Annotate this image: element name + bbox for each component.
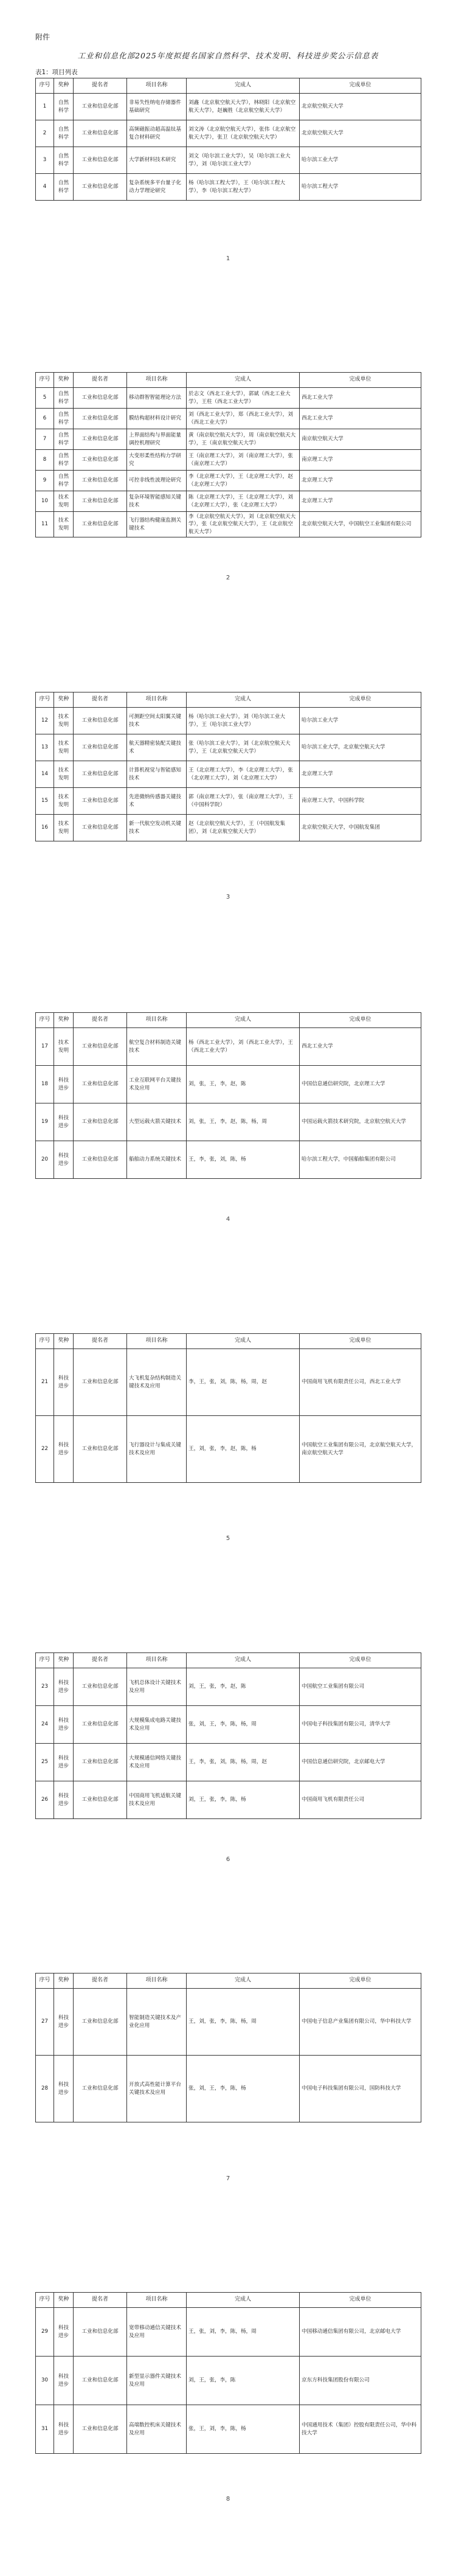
cell-seq: 12 (36, 708, 54, 734)
cell-persons: 李（北京理工大学），王（北京理工大学），赵（北京理工大学） (187, 471, 300, 491)
col-header-project: 项目名称 (127, 1013, 187, 1028)
table-row (36, 491, 421, 512)
table-row (36, 1349, 421, 1416)
page-number: 6 (226, 1856, 230, 1863)
col-header-project: 项目名称 (127, 373, 187, 388)
cell-units: 西北工业大学 (300, 409, 421, 429)
cell-nominator: 工业和信息化部 (74, 2405, 127, 2454)
project-table-page-6 (35, 1652, 421, 1819)
cell-units: 北京理工大学 (300, 471, 421, 491)
cell-award: 技术发明 (54, 491, 74, 512)
table-row (36, 2056, 421, 2122)
cell-nominator: 工业和信息化部 (74, 147, 127, 174)
project-table-page-7 (35, 1973, 421, 2122)
table-header-row (36, 1013, 421, 1028)
cell-award: 技术发明 (54, 815, 74, 841)
cell-seq: 18 (36, 1066, 54, 1103)
table-row (36, 2357, 421, 2405)
col-header-award: 奖种 (54, 1334, 74, 1349)
col-header-nominator: 提名者 (74, 1334, 127, 1349)
cell-award: 自然科学 (54, 120, 74, 147)
document-header (35, 32, 421, 77)
table-row (36, 1028, 421, 1066)
cell-nominator: 工业和信息化部 (74, 2308, 127, 2357)
col-header-award: 奖种 (54, 692, 74, 708)
cell-project: 大规模集成电路关键技术及应用 (127, 1706, 187, 1744)
cell-persons: 郭（南京理工大学），张（南京理工大学），王（中国科学院） (187, 788, 300, 815)
cell-project: 船舶动力系统关键技术 (127, 1141, 187, 1179)
cell-seq: 8 (36, 450, 54, 471)
cell-units: 中国信息通信研究院，北京邮电大学 (300, 1744, 421, 1781)
cell-nominator: 工业和信息化部 (74, 174, 127, 201)
table-row (36, 1744, 421, 1781)
table-row (36, 1781, 421, 1819)
cell-persons: 刘，王，张，李，赵，陈 (187, 1668, 300, 1706)
cell-project: 开放式高性能计算平台关键技术及应用 (127, 2056, 187, 2122)
cell-seq: 1 (36, 94, 54, 120)
cell-units: 中国通用技术（集团）控股有限责任公司，华中科技大学 (300, 2405, 421, 2454)
table-row (36, 761, 421, 788)
cell-award: 科技进步 (54, 2357, 74, 2405)
cell-award: 科技进步 (54, 1416, 74, 1483)
cell-nominator: 工业和信息化部 (74, 429, 127, 450)
cell-project: 复杂系统多平台量子化动力学理论研究 (127, 174, 187, 201)
table-row (36, 1141, 421, 1179)
project-table-page-4 (35, 1012, 421, 1179)
cell-nominator: 工业和信息化部 (74, 1349, 127, 1416)
cell-units: 中国信息通信研究院，北京理工大学 (300, 1066, 421, 1103)
table-row (36, 147, 421, 174)
col-header-award: 奖种 (54, 2293, 74, 2308)
table-row (36, 1668, 421, 1706)
cell-persons: 王，张，刘，李，陈，杨，周 (187, 2308, 300, 2357)
page-number: 7 (226, 2175, 230, 2182)
cell-seq: 19 (36, 1103, 54, 1141)
cell-units: 中国移动通信集团有限公司，北京邮电大学 (300, 2308, 421, 2357)
cell-seq: 17 (36, 1028, 54, 1066)
cell-units: 中国商用飞机有限责任公司 (300, 1781, 421, 1819)
col-header-seq: 序号 (36, 1334, 54, 1349)
col-header-persons: 完成人 (187, 1653, 300, 1668)
page-number: 1 (226, 255, 230, 262)
cell-project: 航天器精密装配关键技术 (127, 734, 187, 761)
cell-persons: 刘，张，王，李，赵，陈，杨，周 (187, 1103, 300, 1141)
col-header-project: 项目名称 (127, 1653, 187, 1668)
cell-persons: 王（南京理工大学），刘（南京理工大学），张（南京理工大学） (187, 450, 300, 471)
project-table-page-2 (35, 372, 421, 537)
cell-award: 科技进步 (54, 1103, 74, 1141)
cell-units: 西北工业大学 (300, 388, 421, 409)
cell-persons: 刘文涛（北京航空航天大学），张伟（北京航空航天大学），张卫（北京航空航天大学） (187, 120, 300, 147)
cell-units: 北京航空航天大学，中国航空工业集团有限公司 (300, 512, 421, 537)
cell-project: 大变形柔性结构力学研究 (127, 450, 187, 471)
cell-award: 自然科学 (54, 429, 74, 450)
col-header-award: 奖种 (54, 373, 74, 388)
col-header-seq: 序号 (36, 692, 54, 708)
table-header-row (36, 1334, 421, 1349)
table-row (36, 1989, 421, 2056)
cell-persons: 王（北京理工大学），李（北京理工大学），张（北京理工大学），刘（北京理工大学） (187, 761, 300, 788)
col-header-persons: 完成人 (187, 2293, 300, 2308)
cell-award: 科技进步 (54, 1989, 74, 2056)
cell-seq: 29 (36, 2308, 54, 2357)
table-row (36, 450, 421, 471)
cell-persons: 黄（南京航空航天大学），周（南京航空航天大学），王（南京航空航天大学） (187, 429, 300, 450)
cell-nominator: 工业和信息化部 (74, 2357, 127, 2405)
cell-persons: 杨（哈尔滨工业大学），刘（哈尔滨工业大学），王（哈尔滨工业大学） (187, 708, 300, 734)
cell-seq: 2 (36, 120, 54, 147)
cell-persons: 杨（西北工业大学），刘（西北工业大学），王（西北工业大学） (187, 1028, 300, 1066)
cell-nominator: 工业和信息化部 (74, 2056, 127, 2122)
cell-units: 北京理工大学 (300, 761, 421, 788)
cell-project: 复杂环境智能感知关键技术 (127, 491, 187, 512)
col-header-nominator: 提名者 (74, 1653, 127, 1668)
cell-seq: 6 (36, 409, 54, 429)
cell-seq: 9 (36, 471, 54, 491)
cell-nominator: 工业和信息化部 (74, 1989, 127, 2056)
cell-nominator: 工业和信息化部 (74, 450, 127, 471)
table-header-row (36, 373, 421, 388)
cell-project: 可测距空间太阳翼关键技术 (127, 708, 187, 734)
col-header-units: 完成单位 (300, 1653, 421, 1668)
project-table-page-5 (35, 1333, 421, 1483)
table-row (36, 1066, 421, 1103)
cell-persons: 王，李，张，刘，陈，杨 (187, 1141, 300, 1179)
table-header-row (36, 78, 421, 94)
col-header-persons: 完成人 (187, 1013, 300, 1028)
cell-persons: 王，刘，张，李，赵，陈，杨 (187, 1416, 300, 1483)
cell-seq: 20 (36, 1141, 54, 1179)
table-row (36, 174, 421, 201)
table-header-row (36, 1973, 421, 1989)
col-header-persons: 完成人 (187, 1973, 300, 1989)
cell-project: 计算机视觉与智能感知技术 (127, 761, 187, 788)
cell-seq: 28 (36, 2056, 54, 2122)
cell-award: 技术发明 (54, 708, 74, 734)
col-header-nominator: 提名者 (74, 1013, 127, 1028)
cell-persons: 於志文（西北工业大学），郭斌（西北工业大学），王柱（西北工业大学） (187, 388, 300, 409)
cell-units: 中国电子科技集团有限公司，清华大学 (300, 1706, 421, 1744)
cell-award: 自然科学 (54, 147, 74, 174)
cell-seq: 10 (36, 491, 54, 512)
cell-units: 中国电子科技集团有限公司，国防科技大学 (300, 2056, 421, 2122)
cell-units: 南京理工大学，中国科学院 (300, 788, 421, 815)
cell-award: 自然科学 (54, 471, 74, 491)
cell-nominator: 工业和信息化部 (74, 761, 127, 788)
col-header-project: 项目名称 (127, 1334, 187, 1349)
cell-persons: 李，王，张，刘，陈，杨，周，赵 (187, 1349, 300, 1416)
col-header-nominator: 提名者 (74, 692, 127, 708)
project-table-page-3 (35, 692, 421, 841)
table-row (36, 471, 421, 491)
cell-units: 中国运载火箭技术研究院，北京航空航天大学 (300, 1103, 421, 1141)
cell-award: 科技进步 (54, 1744, 74, 1781)
cell-project: 宽带移动通信关键技术及应用 (127, 2308, 187, 2357)
table-row (36, 2405, 421, 2454)
col-header-units: 完成单位 (300, 2293, 421, 2308)
cell-persons: 刘，王，张，李，陈，杨 (187, 1781, 300, 1819)
cell-persons: 刘，张，王，李，赵，陈 (187, 1066, 300, 1103)
cell-project: 高端数控机床关键技术及应用 (127, 2405, 187, 2454)
cell-nominator: 工业和信息化部 (74, 471, 127, 491)
project-table-page-1 (35, 78, 421, 201)
cell-nominator: 工业和信息化部 (74, 1141, 127, 1179)
cell-project: 膜结构超材料设计研究 (127, 409, 187, 429)
col-header-nominator: 提名者 (74, 78, 127, 94)
attachment-label: 附件 (35, 33, 50, 41)
cell-units: 西北工业大学 (300, 1028, 421, 1066)
cell-seq: 31 (36, 2405, 54, 2454)
cell-project: 移动群智智能理论方法 (127, 388, 187, 409)
table-row (36, 120, 421, 147)
cell-units: 中国航空工业集团有限公司，北京航空航天大学，南京航空航天大学 (300, 1416, 421, 1483)
cell-award: 科技进步 (54, 2405, 74, 2454)
page-number: 3 (226, 894, 230, 900)
cell-project: 飞行器设计与集成关键技术及应用 (127, 1416, 187, 1483)
cell-award: 科技进步 (54, 1706, 74, 1744)
cell-nominator: 工业和信息化部 (74, 94, 127, 120)
col-header-seq: 序号 (36, 2293, 54, 2308)
col-header-nominator: 提名者 (74, 1973, 127, 1989)
col-header-award: 奖种 (54, 1653, 74, 1668)
col-header-nominator: 提名者 (74, 373, 127, 388)
cell-project: 大规模通信网络关键技术及应用 (127, 1744, 187, 1781)
col-header-project: 项目名称 (127, 692, 187, 708)
col-header-persons: 完成人 (187, 78, 300, 94)
cell-seq: 22 (36, 1416, 54, 1483)
cell-award: 技术发明 (54, 761, 74, 788)
col-header-seq: 序号 (36, 373, 54, 388)
cell-award: 科技进步 (54, 1668, 74, 1706)
cell-persons: 张，王，刘，李，陈，杨 (187, 2405, 300, 2454)
col-header-nominator: 提名者 (74, 2293, 127, 2308)
cell-project: 中国商用飞机适航关键技术及应用 (127, 1781, 187, 1819)
table-row (36, 708, 421, 734)
page-number: 2 (226, 575, 230, 581)
table-caption: 表1：项目列表 (35, 68, 78, 76)
cell-units: 哈尔滨工程大学 (300, 174, 421, 201)
col-header-units: 完成单位 (300, 373, 421, 388)
cell-award: 科技进步 (54, 2056, 74, 2122)
cell-persons: 刘（西北工业大学），郑（西北工业大学），刘（西北工业大学） (187, 409, 300, 429)
cell-persons: 刘鑫（北京航空航天大学），林晓阳（北京航空航天大学），赵巍胜（北京航空航天大学） (187, 94, 300, 120)
cell-persons: 李（北京航空航天大学），刘（北京航空航天大学），张（北京航空航天大学），王（北京航空航天大学） (187, 512, 300, 537)
cell-units: 哈尔滨工业大学 (300, 147, 421, 174)
cell-units: 北京航空航天大学 (300, 94, 421, 120)
table-row (36, 94, 421, 120)
cell-nominator: 工业和信息化部 (74, 1781, 127, 1819)
col-header-award: 奖种 (54, 1973, 74, 1989)
cell-project: 可控非线性波理论研究 (127, 471, 187, 491)
cell-project: 大学新材料技术研究 (127, 147, 187, 174)
cell-seq: 26 (36, 1781, 54, 1819)
table-header-row (36, 1653, 421, 1668)
cell-seq: 7 (36, 429, 54, 450)
cell-persons: 张，刘，王，李，陈，杨，周 (187, 1706, 300, 1744)
col-header-units: 完成单位 (300, 1013, 421, 1028)
cell-units: 京东方科技集团股份有限公司 (300, 2357, 421, 2405)
cell-project: 飞机总体设计关键技术及应用 (127, 1668, 187, 1706)
cell-persons: 赵（北京航空航天大学），王（中国航发集团），刘（北京航空航天大学） (187, 815, 300, 841)
table-row (36, 1706, 421, 1744)
col-header-units: 完成单位 (300, 1973, 421, 1989)
cell-award: 技术发明 (54, 1028, 74, 1066)
cell-award: 自然科学 (54, 450, 74, 471)
cell-project: 新一代航空发动机关键技术 (127, 815, 187, 841)
cell-award: 技术发明 (54, 512, 74, 537)
cell-seq: 24 (36, 1706, 54, 1744)
cell-nominator: 工业和信息化部 (74, 409, 127, 429)
table-row (36, 734, 421, 761)
cell-award: 技术发明 (54, 734, 74, 761)
cell-award: 自然科学 (54, 409, 74, 429)
col-header-seq: 序号 (36, 1013, 54, 1028)
cell-award: 科技进步 (54, 2308, 74, 2357)
cell-units: 南京航空航天大学 (300, 429, 421, 450)
project-table-page-8 (35, 2292, 421, 2454)
cell-project: 工业互联网平台关键技术及应用 (127, 1066, 187, 1103)
cell-nominator: 工业和信息化部 (74, 1028, 127, 1066)
cell-project: 大飞机复杂结构制造关键技术及应用 (127, 1349, 187, 1416)
col-header-seq: 序号 (36, 78, 54, 94)
cell-award: 科技进步 (54, 1349, 74, 1416)
table-row (36, 815, 421, 841)
cell-award: 科技进步 (54, 1066, 74, 1103)
cell-nominator: 工业和信息化部 (74, 512, 127, 537)
col-header-seq: 序号 (36, 1973, 54, 1989)
cell-nominator: 工业和信息化部 (74, 491, 127, 512)
cell-project: 高频磁振动超高温钛基复合材料研究 (127, 120, 187, 147)
table-row (36, 1103, 421, 1141)
cell-units: 中国航空工业集团有限公司 (300, 1668, 421, 1706)
col-header-units: 完成单位 (300, 1334, 421, 1349)
cell-project: 飞行器结构健康监测关键技术 (127, 512, 187, 537)
col-header-persons: 完成人 (187, 1334, 300, 1349)
col-header-units: 完成单位 (300, 78, 421, 94)
cell-project: 智能制造关键技术及产业化应用 (127, 1989, 187, 2056)
cell-seq: 15 (36, 788, 54, 815)
cell-project: 上界面结构与界面能量调控机理研究 (127, 429, 187, 450)
cell-project: 航空复合材料制造关键技术 (127, 1028, 187, 1066)
cell-units: 北京理工大学 (300, 491, 421, 512)
document-title: 工业和信息化部2025年度拟提名国家自然科学、技术发明、科技进步奖公示信息表 (77, 51, 379, 60)
cell-persons: 王，刘，张，李，陈，杨，周 (187, 1989, 300, 2056)
cell-nominator: 工业和信息化部 (74, 815, 127, 841)
cell-persons: 刘文（哈尔滨工业大学），吴（哈尔滨工业大学），刘（哈尔滨工业大学） (187, 147, 300, 174)
cell-seq: 14 (36, 761, 54, 788)
cell-seq: 25 (36, 1744, 54, 1781)
cell-seq: 21 (36, 1349, 54, 1416)
cell-seq: 30 (36, 2357, 54, 2405)
cell-persons: 杨（哈尔滨工程大学），王（哈尔滨工程大学），李（哈尔滨工程大学） (187, 174, 300, 201)
cell-project: 新型显示器件关键技术及应用 (127, 2357, 187, 2405)
cell-seq: 3 (36, 147, 54, 174)
table-row (36, 788, 421, 815)
cell-award: 自然科学 (54, 174, 74, 201)
cell-nominator: 工业和信息化部 (74, 708, 127, 734)
cell-units: 南京理工大学 (300, 450, 421, 471)
cell-award: 科技进步 (54, 1781, 74, 1819)
table-row (36, 409, 421, 429)
cell-units: 哈尔滨工业大学 (300, 708, 421, 734)
cell-nominator: 工业和信息化部 (74, 788, 127, 815)
cell-seq: 16 (36, 815, 54, 841)
cell-award: 科技进步 (54, 1141, 74, 1179)
cell-units: 北京航空航天大学 (300, 120, 421, 147)
cell-units: 哈尔滨工程大学，中国船舶集团有限公司 (300, 1141, 421, 1179)
cell-seq: 23 (36, 1668, 54, 1706)
cell-persons: 张，刘，王，李，陈，杨 (187, 2056, 300, 2122)
cell-nominator: 工业和信息化部 (74, 1103, 127, 1141)
cell-seq: 27 (36, 1989, 54, 2056)
col-header-persons: 完成人 (187, 373, 300, 388)
cell-project: 先进微纳传感器关键技术 (127, 788, 187, 815)
cell-project: 非易失性纳电存储器件基础研究 (127, 94, 187, 120)
cell-persons: 刘，王，张，李，陈 (187, 2357, 300, 2405)
table-row (36, 512, 421, 537)
cell-project: 大型运载火箭关键技术 (127, 1103, 187, 1141)
table-header-row (36, 2293, 421, 2308)
cell-nominator: 工业和信息化部 (74, 1416, 127, 1483)
cell-award: 自然科学 (54, 388, 74, 409)
col-header-project: 项目名称 (127, 1973, 187, 1989)
cell-nominator: 工业和信息化部 (74, 120, 127, 147)
col-header-persons: 完成人 (187, 692, 300, 708)
page-number: 4 (226, 1216, 230, 1223)
col-header-seq: 序号 (36, 1653, 54, 1668)
cell-nominator: 工业和信息化部 (74, 388, 127, 409)
cell-units: 中国商用飞机有限责任公司，西北工业大学 (300, 1349, 421, 1416)
cell-nominator: 工业和信息化部 (74, 1706, 127, 1744)
table-row (36, 429, 421, 450)
col-header-units: 完成单位 (300, 692, 421, 708)
page-number: 8 (226, 2496, 230, 2502)
cell-nominator: 工业和信息化部 (74, 734, 127, 761)
col-header-project: 项目名称 (127, 78, 187, 94)
cell-award: 技术发明 (54, 788, 74, 815)
col-header-project: 项目名称 (127, 2293, 187, 2308)
col-header-award: 奖种 (54, 78, 74, 94)
cell-seq: 5 (36, 388, 54, 409)
col-header-award: 奖种 (54, 1013, 74, 1028)
table-header-row (36, 692, 421, 708)
cell-persons: 张（哈尔滨工业大学），刘（北京航空航天大学），王（北京航空航天大学） (187, 734, 300, 761)
page-number: 5 (226, 1535, 230, 1542)
cell-seq: 11 (36, 512, 54, 537)
cell-nominator: 工业和信息化部 (74, 1744, 127, 1781)
cell-nominator: 工业和信息化部 (74, 1668, 127, 1706)
cell-persons: 陈（北京理工大学），王（北京理工大学），刘（北京理工大学），张（北京理工大学） (187, 491, 300, 512)
table-row (36, 2308, 421, 2357)
table-row (36, 388, 421, 409)
cell-units: 中国电子信息产业集团有限公司，华中科技大学 (300, 1989, 421, 2056)
cell-units: 北京航空航天大学，中国航发集团 (300, 815, 421, 841)
cell-seq: 4 (36, 174, 54, 201)
table-row (36, 1416, 421, 1483)
cell-nominator: 工业和信息化部 (74, 1066, 127, 1103)
cell-seq: 13 (36, 734, 54, 761)
cell-persons: 王，李，张，刘，陈，杨，周，赵 (187, 1744, 300, 1781)
cell-award: 自然科学 (54, 94, 74, 120)
cell-units: 哈尔滨工业大学，北京航空航天大学 (300, 734, 421, 761)
